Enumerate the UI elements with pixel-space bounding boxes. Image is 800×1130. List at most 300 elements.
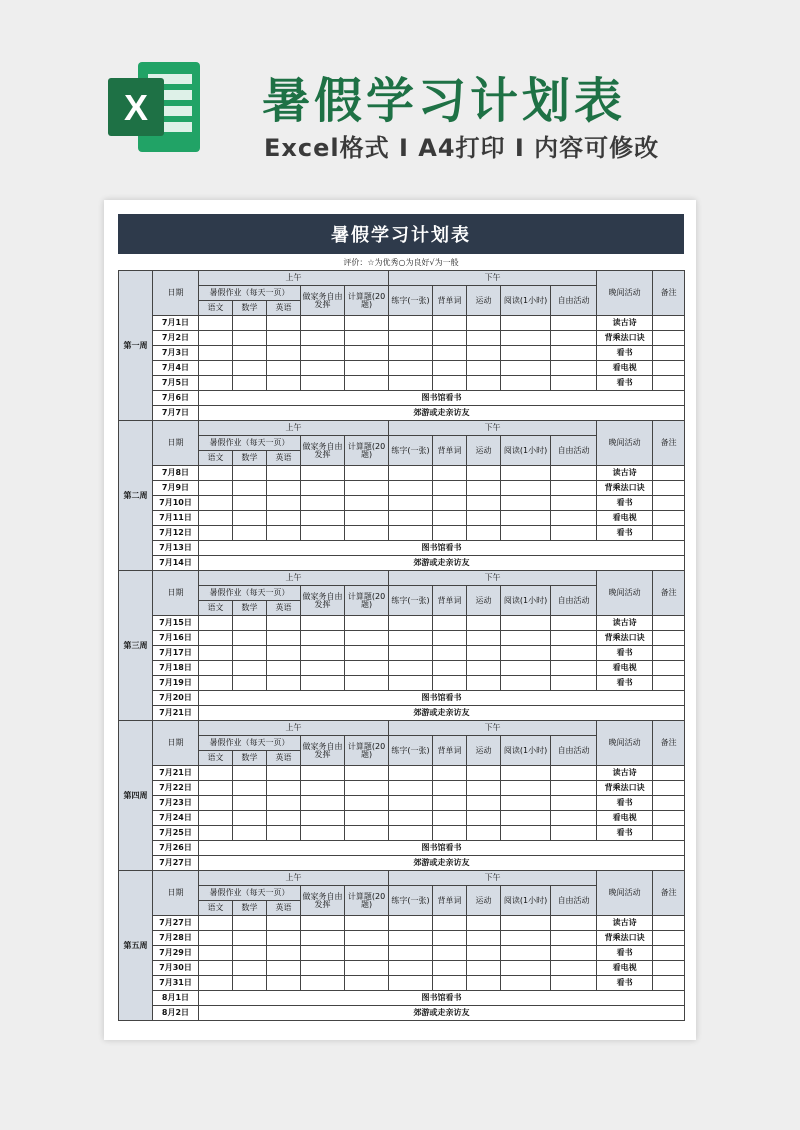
remark-cell[interactable] [653, 931, 685, 946]
day-date: 7月27日 [153, 856, 199, 871]
plan-cell[interactable] [345, 376, 389, 391]
plan-cell[interactable] [267, 631, 301, 646]
plan-cell[interactable] [467, 676, 501, 691]
plan-cell[interactable] [267, 346, 301, 361]
remark-cell[interactable] [653, 316, 685, 331]
day-date: 7月10日 [153, 496, 199, 511]
plan-cell[interactable] [389, 466, 433, 481]
plan-cell[interactable] [267, 361, 301, 376]
plan-cell[interactable] [199, 976, 233, 991]
plan-cell[interactable] [267, 676, 301, 691]
remark-cell[interactable] [653, 676, 685, 691]
plan-cell[interactable] [389, 616, 433, 631]
remark-cell[interactable] [653, 646, 685, 661]
evening-activity: 读古诗 [597, 316, 653, 331]
plan-cell[interactable] [233, 481, 267, 496]
plan-cell[interactable] [551, 826, 597, 841]
plan-cell[interactable] [233, 361, 267, 376]
plan-cell[interactable] [551, 316, 597, 331]
remark-cell[interactable] [653, 631, 685, 646]
header-remark: 备注 [653, 421, 685, 466]
plan-cell[interactable] [467, 481, 501, 496]
plan-cell[interactable] [551, 361, 597, 376]
plan-cell[interactable] [199, 481, 233, 496]
plan-cell[interactable] [433, 811, 467, 826]
remark-cell[interactable] [653, 376, 685, 391]
plan-cell[interactable] [551, 646, 597, 661]
plan-cell[interactable] [501, 811, 551, 826]
plan-cell[interactable] [199, 961, 233, 976]
plan-cell[interactable] [467, 661, 501, 676]
evening-activity: 看电视 [597, 661, 653, 676]
remark-cell[interactable] [653, 346, 685, 361]
plan-cell[interactable] [233, 646, 267, 661]
plan-cell[interactable] [551, 496, 597, 511]
plan-cell[interactable] [301, 916, 345, 931]
plan-cell[interactable] [389, 961, 433, 976]
plan-cell[interactable] [233, 376, 267, 391]
remark-cell[interactable] [653, 811, 685, 826]
plan-cell[interactable] [501, 361, 551, 376]
plan-cell[interactable] [345, 766, 389, 781]
plan-cell[interactable] [389, 511, 433, 526]
plan-cell[interactable] [467, 961, 501, 976]
plan-cell[interactable] [199, 646, 233, 661]
plan-cell[interactable] [267, 946, 301, 961]
plan-cell[interactable] [467, 526, 501, 541]
plan-cell[interactable] [389, 481, 433, 496]
plan-cell[interactable] [467, 946, 501, 961]
plan-cell[interactable] [551, 511, 597, 526]
header-free: 自由活动 [551, 436, 597, 466]
plan-cell[interactable] [301, 811, 345, 826]
plan-cell[interactable] [267, 976, 301, 991]
plan-cell[interactable] [301, 631, 345, 646]
plan-cell[interactable] [301, 661, 345, 676]
plan-cell[interactable] [233, 961, 267, 976]
plan-cell[interactable] [267, 916, 301, 931]
plan-cell[interactable] [301, 346, 345, 361]
plan-cell[interactable] [199, 526, 233, 541]
plan-cell[interactable] [501, 616, 551, 631]
plan-cell[interactable] [267, 811, 301, 826]
remark-cell[interactable] [653, 361, 685, 376]
plan-cell[interactable] [233, 796, 267, 811]
plan-cell[interactable] [345, 631, 389, 646]
plan-cell[interactable] [345, 511, 389, 526]
plan-cell[interactable] [345, 526, 389, 541]
plan-cell[interactable] [467, 631, 501, 646]
plan-cell[interactable] [267, 826, 301, 841]
header-date: 日期 [153, 721, 199, 766]
plan-cell[interactable] [301, 646, 345, 661]
plan-cell[interactable] [233, 661, 267, 676]
plan-cell[interactable] [267, 796, 301, 811]
plan-cell[interactable] [233, 766, 267, 781]
plan-cell[interactable] [267, 526, 301, 541]
plan-cell[interactable] [551, 796, 597, 811]
plan-cell[interactable] [345, 316, 389, 331]
plan-cell[interactable] [467, 616, 501, 631]
plan-cell[interactable] [267, 661, 301, 676]
plan-cell[interactable] [199, 631, 233, 646]
plan-cell[interactable] [433, 316, 467, 331]
header-free: 自由活动 [551, 586, 597, 616]
plan-cell[interactable] [551, 346, 597, 361]
plan-cell[interactable] [501, 676, 551, 691]
remark-cell[interactable] [653, 661, 685, 676]
plan-cell[interactable] [433, 526, 467, 541]
plan-cell[interactable] [199, 811, 233, 826]
plan-cell[interactable] [467, 976, 501, 991]
remark-cell[interactable] [653, 781, 685, 796]
plan-cell[interactable] [233, 316, 267, 331]
plan-cell[interactable] [501, 946, 551, 961]
plan-cell[interactable] [501, 631, 551, 646]
plan-cell[interactable] [501, 511, 551, 526]
plan-cell[interactable] [501, 331, 551, 346]
plan-cell[interactable] [199, 511, 233, 526]
plan-cell[interactable] [467, 781, 501, 796]
plan-cell[interactable] [301, 511, 345, 526]
plan-cell[interactable] [433, 331, 467, 346]
plan-cell[interactable] [345, 676, 389, 691]
plan-cell[interactable] [233, 631, 267, 646]
plan-cell[interactable] [199, 661, 233, 676]
plan-cell[interactable] [433, 781, 467, 796]
remark-cell[interactable] [653, 616, 685, 631]
plan-cell[interactable] [301, 526, 345, 541]
plan-cell[interactable] [501, 796, 551, 811]
plan-cell[interactable] [467, 376, 501, 391]
plan-cell[interactable] [501, 961, 551, 976]
plan-cell[interactable] [551, 781, 597, 796]
plan-cell[interactable] [501, 916, 551, 931]
plan-cell[interactable] [233, 781, 267, 796]
plan-cell[interactable] [233, 511, 267, 526]
plan-cell[interactable] [267, 316, 301, 331]
plan-cell[interactable] [301, 376, 345, 391]
plan-cell[interactable] [267, 646, 301, 661]
plan-cell[interactable] [389, 331, 433, 346]
plan-cell[interactable] [467, 766, 501, 781]
plan-cell[interactable] [199, 676, 233, 691]
plan-cell[interactable] [551, 376, 597, 391]
plan-cell[interactable] [301, 931, 345, 946]
plan-cell[interactable] [301, 616, 345, 631]
plan-cell[interactable] [551, 466, 597, 481]
plan-cell[interactable] [433, 931, 467, 946]
day-date: 7月3日 [153, 346, 199, 361]
plan-cell[interactable] [345, 781, 389, 796]
plan-cell[interactable] [389, 346, 433, 361]
plan-cell[interactable] [551, 811, 597, 826]
plan-cell[interactable] [433, 631, 467, 646]
plan-cell[interactable] [301, 316, 345, 331]
plan-cell[interactable] [345, 916, 389, 931]
table-row [119, 481, 685, 496]
plan-cell[interactable] [267, 331, 301, 346]
plan-cell[interactable] [233, 496, 267, 511]
plan-cell[interactable] [233, 931, 267, 946]
plan-cell[interactable] [551, 631, 597, 646]
plan-cell[interactable] [233, 811, 267, 826]
evening-activity: 看电视 [597, 361, 653, 376]
plan-cell[interactable] [301, 946, 345, 961]
plan-cell[interactable] [345, 646, 389, 661]
plan-cell[interactable] [551, 766, 597, 781]
plan-cell[interactable] [389, 916, 433, 931]
plan-cell[interactable] [301, 976, 345, 991]
remark-cell[interactable] [653, 961, 685, 976]
plan-cell[interactable] [433, 466, 467, 481]
plan-cell[interactable] [199, 466, 233, 481]
plan-cell[interactable] [389, 526, 433, 541]
plan-cell[interactable] [233, 526, 267, 541]
plan-cell[interactable] [433, 496, 467, 511]
plan-cell[interactable] [301, 766, 345, 781]
week-label: 第五周 [119, 871, 153, 1021]
plan-cell[interactable] [467, 916, 501, 931]
plan-cell[interactable] [345, 466, 389, 481]
plan-cell[interactable] [301, 361, 345, 376]
plan-cell[interactable] [433, 661, 467, 676]
plan-cell[interactable] [389, 496, 433, 511]
plan-cell[interactable] [501, 376, 551, 391]
plan-cell[interactable] [501, 496, 551, 511]
plan-cell[interactable] [267, 466, 301, 481]
plan-cell[interactable] [467, 361, 501, 376]
plan-cell[interactable] [501, 826, 551, 841]
plan-cell[interactable] [389, 676, 433, 691]
plan-cell[interactable] [433, 481, 467, 496]
header-free: 自由活动 [551, 736, 597, 766]
plan-cell[interactable] [433, 646, 467, 661]
plan-cell[interactable] [389, 811, 433, 826]
evening-activity: 读古诗 [597, 616, 653, 631]
header-homework: 暑假作业（每天一页） [199, 886, 301, 901]
plan-cell[interactable] [551, 616, 597, 631]
plan-cell[interactable] [389, 646, 433, 661]
plan-cell[interactable] [433, 976, 467, 991]
plan-cell[interactable] [501, 316, 551, 331]
plan-cell[interactable] [389, 826, 433, 841]
remark-cell[interactable] [653, 496, 685, 511]
plan-cell[interactable] [433, 916, 467, 931]
plan-cell[interactable] [199, 331, 233, 346]
plan-cell[interactable] [551, 976, 597, 991]
plan-cell[interactable] [433, 511, 467, 526]
plan-cell[interactable] [301, 796, 345, 811]
plan-cell[interactable] [233, 916, 267, 931]
plan-cell[interactable] [345, 331, 389, 346]
plan-cell[interactable] [301, 781, 345, 796]
plan-cell[interactable] [233, 826, 267, 841]
plan-cell[interactable] [551, 331, 597, 346]
plan-cell[interactable] [199, 916, 233, 931]
plan-cell[interactable] [301, 676, 345, 691]
table-row [119, 931, 685, 946]
plan-cell[interactable] [433, 796, 467, 811]
plan-cell[interactable] [389, 361, 433, 376]
plan-cell[interactable] [467, 496, 501, 511]
plan-cell[interactable] [199, 766, 233, 781]
plan-cell[interactable] [551, 961, 597, 976]
plan-cell[interactable] [551, 676, 597, 691]
plan-cell[interactable] [467, 646, 501, 661]
remark-cell[interactable] [653, 916, 685, 931]
plan-cell[interactable] [267, 931, 301, 946]
remark-cell[interactable] [653, 331, 685, 346]
plan-cell[interactable] [389, 631, 433, 646]
plan-cell[interactable] [345, 616, 389, 631]
plan-cell[interactable] [501, 766, 551, 781]
plan-cell[interactable] [345, 796, 389, 811]
plan-cell[interactable] [199, 316, 233, 331]
plan-cell[interactable] [345, 361, 389, 376]
plan-cell[interactable] [389, 976, 433, 991]
plan-cell[interactable] [551, 931, 597, 946]
plan-cell[interactable] [433, 826, 467, 841]
plan-cell[interactable] [389, 931, 433, 946]
plan-cell[interactable] [501, 346, 551, 361]
plan-cell[interactable] [345, 496, 389, 511]
plan-cell[interactable] [433, 361, 467, 376]
plan-cell[interactable] [551, 481, 597, 496]
plan-cell[interactable] [467, 931, 501, 946]
remark-cell[interactable] [653, 826, 685, 841]
plan-cell[interactable] [345, 961, 389, 976]
plan-cell[interactable] [389, 781, 433, 796]
plan-cell[interactable] [467, 331, 501, 346]
plan-cell[interactable] [301, 481, 345, 496]
plan-cell[interactable] [345, 826, 389, 841]
plan-cell[interactable] [301, 826, 345, 841]
plan-cell[interactable] [199, 496, 233, 511]
plan-cell[interactable] [433, 376, 467, 391]
plan-cell[interactable] [433, 676, 467, 691]
remark-cell[interactable] [653, 481, 685, 496]
plan-cell[interactable] [199, 931, 233, 946]
plan-cell[interactable] [199, 796, 233, 811]
plan-cell[interactable] [501, 661, 551, 676]
plan-cell[interactable] [467, 511, 501, 526]
table-header-row [119, 421, 685, 436]
plan-cell[interactable] [467, 316, 501, 331]
plan-cell[interactable] [551, 526, 597, 541]
plan-cell[interactable] [199, 946, 233, 961]
plan-cell[interactable] [467, 826, 501, 841]
plan-cell[interactable] [501, 481, 551, 496]
remark-cell[interactable] [653, 976, 685, 991]
plan-cell[interactable] [267, 781, 301, 796]
plan-cell[interactable] [199, 376, 233, 391]
plan-cell[interactable] [345, 481, 389, 496]
plan-cell[interactable] [267, 376, 301, 391]
remark-cell[interactable] [653, 766, 685, 781]
table-row [119, 661, 685, 676]
plan-cell[interactable] [501, 646, 551, 661]
plan-cell[interactable] [551, 946, 597, 961]
plan-cell[interactable] [199, 781, 233, 796]
remark-cell[interactable] [653, 946, 685, 961]
plan-cell[interactable] [267, 961, 301, 976]
plan-cell[interactable] [467, 796, 501, 811]
plan-cell[interactable] [199, 346, 233, 361]
plan-cell[interactable] [345, 976, 389, 991]
remark-cell[interactable] [653, 796, 685, 811]
plan-cell[interactable] [267, 481, 301, 496]
plan-cell[interactable] [501, 526, 551, 541]
plan-cell[interactable] [501, 781, 551, 796]
plan-cell[interactable] [433, 946, 467, 961]
plan-cell[interactable] [233, 616, 267, 631]
plan-cell[interactable] [389, 946, 433, 961]
plan-cell[interactable] [301, 961, 345, 976]
plan-cell[interactable] [199, 826, 233, 841]
remark-cell[interactable] [653, 511, 685, 526]
remark-cell[interactable] [653, 466, 685, 481]
plan-cell[interactable] [233, 676, 267, 691]
plan-cell[interactable] [501, 976, 551, 991]
plan-cell[interactable] [199, 361, 233, 376]
plan-cell[interactable] [345, 661, 389, 676]
weekend-plan: 图书馆看书 [199, 841, 685, 856]
plan-cell[interactable] [267, 511, 301, 526]
plan-cell[interactable] [389, 796, 433, 811]
plan-cell[interactable] [389, 376, 433, 391]
plan-cell[interactable] [501, 931, 551, 946]
plan-cell[interactable] [389, 316, 433, 331]
plan-cell[interactable] [551, 661, 597, 676]
evening-activity: 看书 [597, 646, 653, 661]
plan-cell[interactable] [433, 766, 467, 781]
plan-cell[interactable] [233, 346, 267, 361]
plan-cell[interactable] [467, 346, 501, 361]
plan-cell[interactable] [345, 931, 389, 946]
header-vocab: 背单词 [433, 436, 467, 466]
plan-cell[interactable] [345, 811, 389, 826]
plan-cell[interactable] [233, 946, 267, 961]
plan-cell[interactable] [233, 466, 267, 481]
plan-cell[interactable] [233, 331, 267, 346]
weekend-plan: 郊游或走亲访友 [199, 406, 685, 421]
plan-cell[interactable] [389, 766, 433, 781]
plan-cell[interactable] [345, 346, 389, 361]
plan-cell[interactable] [267, 496, 301, 511]
plan-cell[interactable] [433, 616, 467, 631]
plan-cell[interactable] [301, 331, 345, 346]
plan-cell[interactable] [389, 661, 433, 676]
plan-cell[interactable] [199, 616, 233, 631]
plan-cell[interactable] [467, 466, 501, 481]
plan-cell[interactable] [467, 811, 501, 826]
remark-cell[interactable] [653, 526, 685, 541]
plan-cell[interactable] [233, 976, 267, 991]
plan-cell[interactable] [267, 616, 301, 631]
plan-cell[interactable] [345, 946, 389, 961]
plan-cell[interactable] [301, 466, 345, 481]
day-date: 7月20日 [153, 691, 199, 706]
plan-cell[interactable] [551, 916, 597, 931]
plan-cell[interactable] [433, 961, 467, 976]
plan-cell[interactable] [501, 466, 551, 481]
plan-cell[interactable] [433, 346, 467, 361]
plan-cell[interactable] [301, 496, 345, 511]
plan-cell[interactable] [267, 766, 301, 781]
header-chinese: 语文 [199, 301, 233, 316]
table-row [119, 676, 685, 691]
